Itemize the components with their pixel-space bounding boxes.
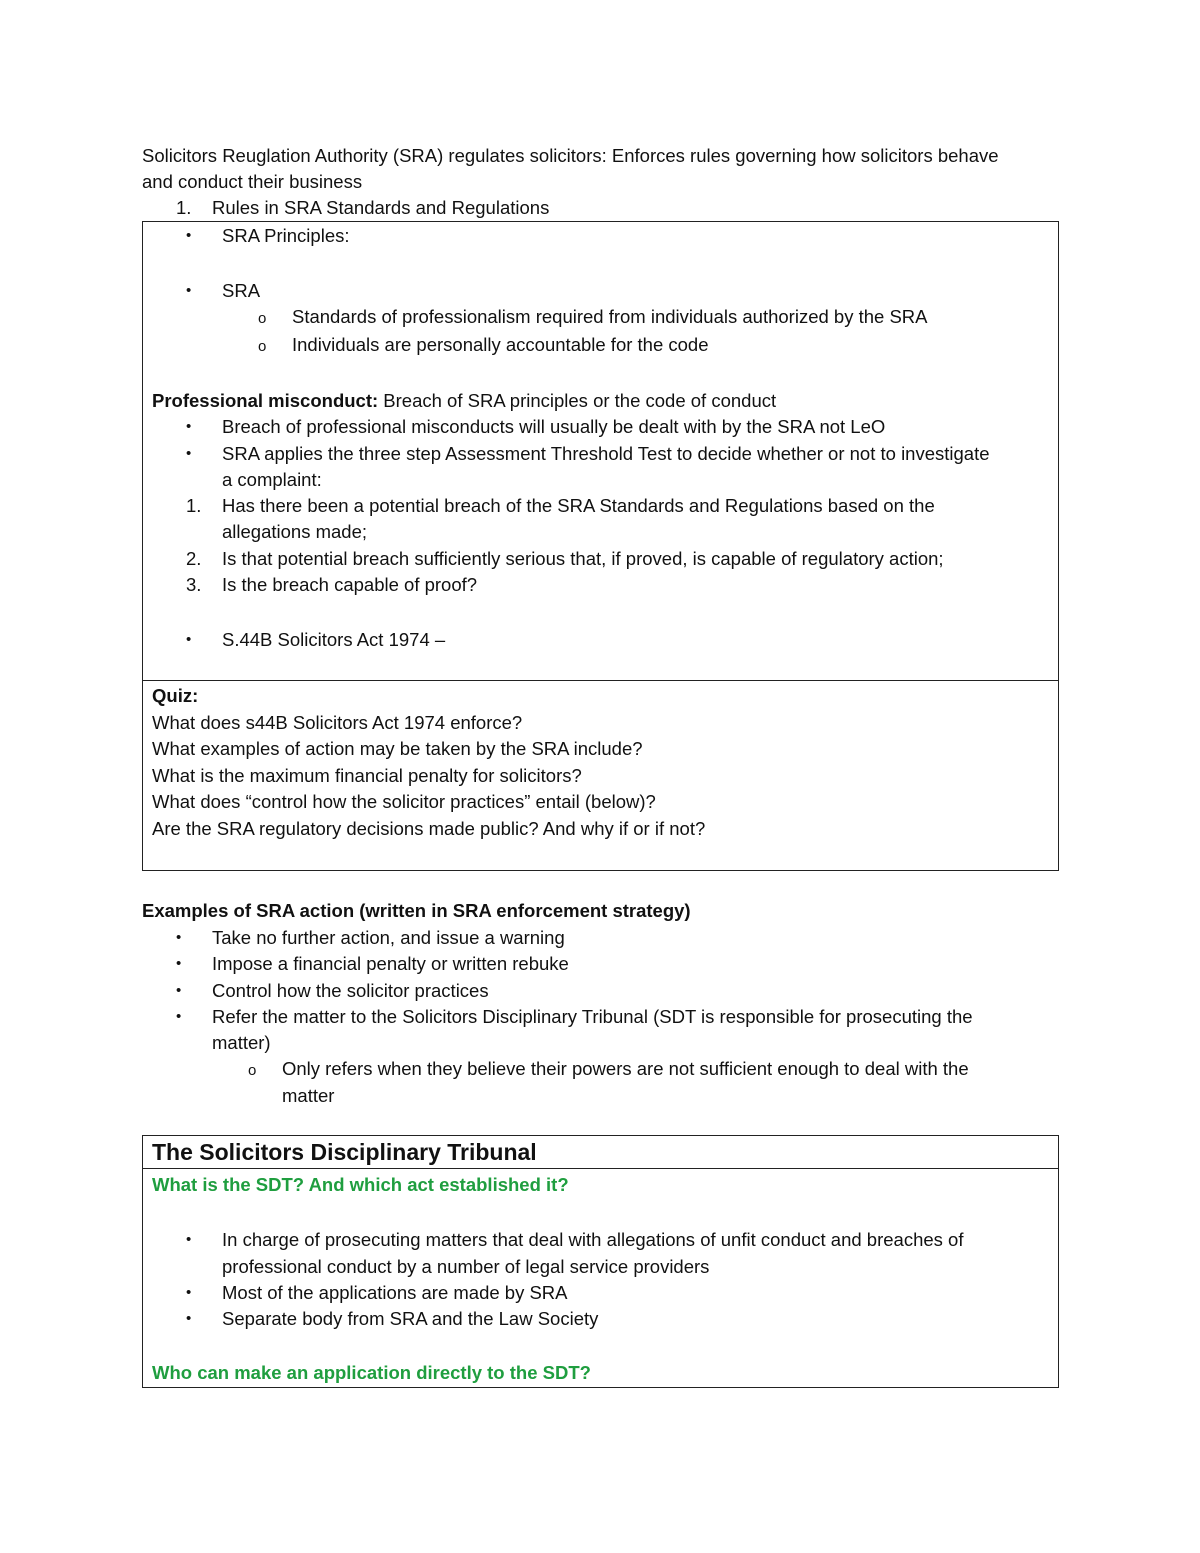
quiz-question: What does s44B Solicitors Act 1974 enforce? [152,712,523,733]
step-number: 1. [186,495,202,516]
table-divider [142,680,1059,681]
bullet-icon: • [176,955,182,972]
example-sub-item: Only refers when they believe their powers are not sufficient enough to deal with the [282,1058,969,1079]
bullet-icon: • [186,282,192,299]
bullet-icon: • [186,1231,192,1248]
sub-bullet-icon: o [258,338,267,355]
example-sub-item-cont: matter [282,1085,335,1106]
example-item: Take no further action, and issue a warning [212,927,565,948]
misconduct-paragraph [152,388,776,414]
sra-sub-item: Standards of professionalism required from individuals authorized by the SRA [292,306,928,327]
quiz-question: What does “control how the solicitor practices” entail (below)? [152,791,656,812]
step-number: 2. [186,548,202,569]
misconduct-label: Professional misconduct: [152,390,379,411]
step-text-cont: allegations made; [222,521,368,542]
sub-bullet-icon: o [258,310,267,327]
bullet-icon: • [186,418,192,435]
quiz-title: Quiz: [152,685,199,706]
example-item: Control how the solicitor practices [212,980,489,1001]
example-item-cont: matter) [212,1032,271,1053]
bullet-icon: • [186,631,192,648]
example-item: Impose a financial penalty or written rebuke [212,953,569,974]
step-text: Is the breach capable of proof? [222,574,478,595]
solicitors-act: S.44B Solicitors Act 1974 – [222,629,446,650]
intro-item-text: Rules in SRA Standards and Regulations [212,197,550,218]
intro-item-number: 1. [176,197,192,218]
quiz-question: Are the SRA regulatory decisions made public? And why if or if not? [152,818,706,839]
bullet-icon: • [176,1008,182,1025]
example-item: Refer the matter to the Solicitors Disciplinary Tribunal (SDT is responsible for prosecuting the [212,1006,973,1027]
quiz-question: What is the maximum financial penalty for solicitors? [152,765,582,786]
sdt-question-2: Who can make an application directly to the SDT? [152,1362,591,1383]
sdt-question-1: What is the SDT? And which act established it? [152,1174,569,1195]
sra-label: SRA [222,280,261,301]
sdt-bullet: Most of the applications are made by SRA [222,1282,568,1303]
misconduct-text: Breach of SRA principles or the code of conduct [378,390,777,411]
sra-sub-item: Individuals are personally accountable for the code [292,334,709,355]
step-text: Is that potential breach sufficiently serious that, if proved, is capable of regulatory action; [222,548,944,569]
bullet-icon: • [186,1284,192,1301]
bullet-icon: • [176,929,182,946]
bullet-icon: • [186,445,192,462]
step-number: 3. [186,574,202,595]
misconduct-bullet-cont: a complaint: [222,469,322,490]
examples-heading: Examples of SRA action (written in SRA enforcement strategy) [142,900,691,921]
intro-line-2: and conduct their business [142,171,363,192]
step-text: Has there been a potential breach of the SRA Standards and Regulations based on the [222,495,935,516]
sdt-bullet: In charge of prosecuting matters that deal with allegations of unfit conduct and breaches of [222,1229,964,1250]
misconduct-bullet: Breach of professional misconducts will usually be dealt with by the SRA not LeO [222,416,886,437]
quiz-question: What examples of action may be taken by the SRA include? [152,738,643,759]
sdt-divider [142,1168,1059,1169]
sdt-bullet-cont: professional conduct by a number of legal service providers [222,1256,710,1277]
sra-principles: SRA Principles: [222,225,350,246]
misconduct-bullet: SRA applies the three step Assessment Threshold Test to decide whether or not to investigate [222,443,990,464]
sdt-bullet: Separate body from SRA and the Law Society [222,1308,599,1329]
bullet-icon: • [176,982,182,999]
bullet-icon: • [186,1310,192,1327]
bullet-icon: • [186,227,192,244]
sdt-title: The Solicitors Disciplinary Tribunal [152,1139,537,1165]
intro-line-1: Solicitors Reuglation Authority (SRA) regulates solicitors: Enforces rules governing how solicitors behave [142,145,999,166]
sub-bullet-icon: o [248,1062,257,1079]
